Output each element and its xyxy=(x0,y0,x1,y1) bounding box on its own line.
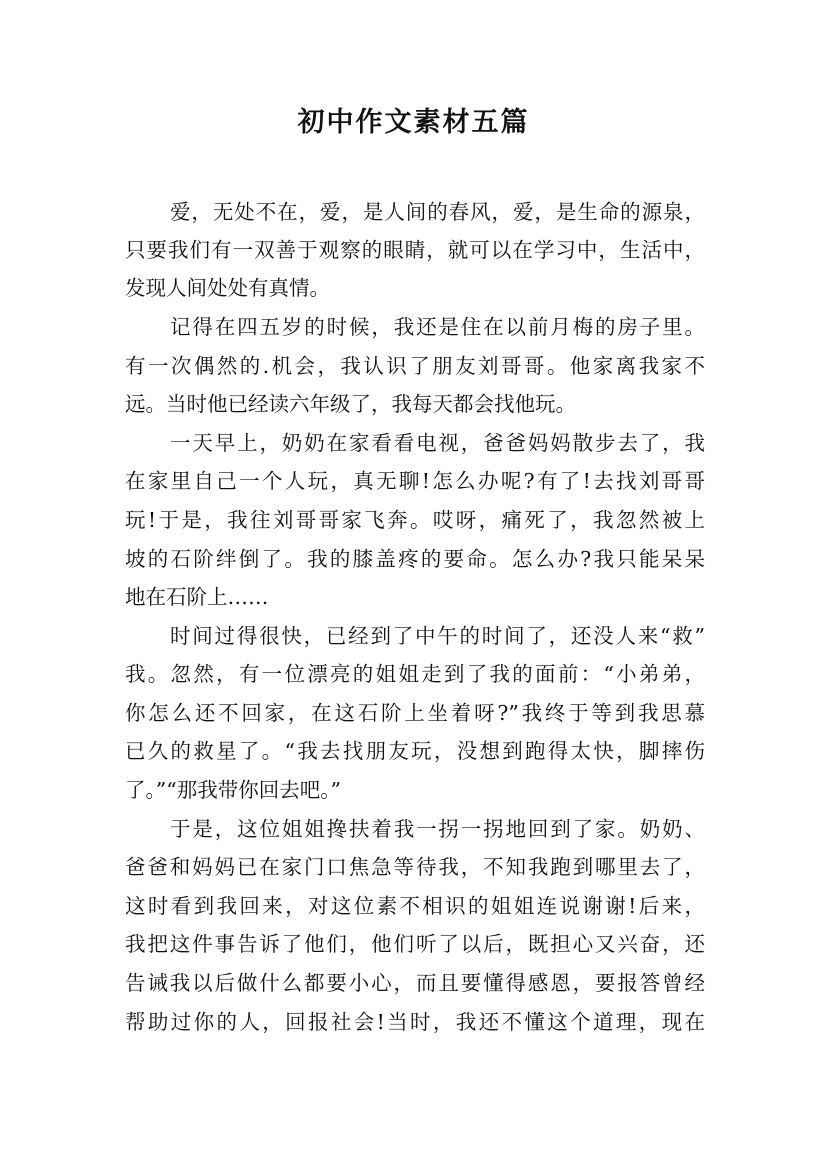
text-line: 玩!于是，我往刘哥哥家飞奔。哎呀，痛死了，我忽然被上 xyxy=(125,508,705,532)
text-line: 记得在四五岁的时候，我还是住在以前月梅的房子里。 xyxy=(170,315,705,339)
text-line: 于是，这位姐姐搀扶着我一拐一拐地回到了家。奶奶、 xyxy=(170,817,705,841)
document-title: 初中作文素材五篇 xyxy=(297,107,530,138)
text-line: 有一次偶然的.机会，我认识了朋友刘哥哥。他家离我家不 xyxy=(125,354,705,378)
text-line: 在家里自己一个人玩，真无聊!怎么办呢?有了!去找刘哥哥 xyxy=(125,469,705,493)
text-line: 这时看到我回来，对这位素不相识的姐姐连说谢谢!后来， xyxy=(125,894,705,918)
text-line: 远。当时他已经读六年级了，我每天都会找他玩。 xyxy=(125,392,576,416)
text-line: 你怎么还不回家，在这石阶上坐着呀?”我终于等到我思慕 xyxy=(125,701,705,725)
text-line: 爸爸和妈妈已在家门口焦急等待我，不知我跑到哪里去了， xyxy=(125,855,705,879)
text-line: 我把这件事告诉了他们，他们听了以后，既担心又兴奋，还 xyxy=(125,932,705,956)
text-line: 只要我们有一双善于观察的眼睛，就可以在学习中，生活中， xyxy=(125,238,705,262)
text-line: 一天早上，奶奶在家看看电视，爸爸妈妈散步去了，我 xyxy=(170,431,705,455)
text-line: 我。忽然，有一位漂亮的姐姐走到了我的面前：“小弟弟， xyxy=(125,662,705,686)
text-line: 帮助过你的人，回报社会!当时，我还不懂这个道理，现在 xyxy=(125,1010,705,1034)
text-line: 告诫我以后做什么都要小心，而且要懂得感恩，要报答曾经 xyxy=(125,971,705,995)
text-line: 爱，无处不在，爱，是人间的春风，爱，是生命的源泉， xyxy=(170,200,705,224)
text-line: 地在石阶上…… xyxy=(125,585,269,609)
text-line: 时间过得很快，已经到了中午的时间了，还没人来“救” xyxy=(170,624,705,648)
text-line: 坡的石阶绊倒了。我的膝盖疼的要命。怎么办?我只能呆呆 xyxy=(125,547,705,571)
text-line: 已久的救星了。“我去找朋友玩，没想到跑得太快，脚摔伤 xyxy=(125,739,705,763)
text-line: 了。”“那我带你回去吧。” xyxy=(125,778,341,802)
text-line: 发现人间处处有真情。 xyxy=(125,276,330,300)
